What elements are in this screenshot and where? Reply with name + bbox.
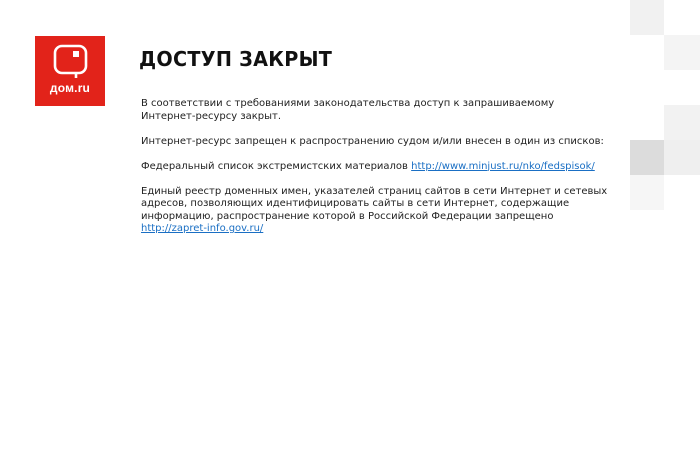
- zapret-info-link[interactable]: http://zapret-info.gov.ru/: [141, 223, 264, 234]
- page-title: ДОСТУП ЗАКРЫТ: [139, 47, 333, 71]
- extremist-list-label: Федеральный список экстремистских материалов: [141, 160, 412, 172]
- minjust-link[interactable]: http://www.minjust.ru/nko/fedspisok/: [411, 160, 595, 172]
- house-icon: [35, 36, 105, 106]
- decorative-square: [664, 105, 700, 140]
- extremist-list-item: [141, 161, 611, 174]
- decorative-square: [630, 0, 664, 35]
- dom-ru-logo: [35, 36, 105, 106]
- decorative-square: [630, 140, 664, 175]
- registry-list-item: [141, 186, 611, 236]
- decorative-square: [630, 175, 664, 210]
- decorative-square: [664, 140, 700, 175]
- decorative-square: [664, 35, 700, 70]
- logo-text: дом.ru: [49, 81, 91, 95]
- message-body: [141, 98, 611, 248]
- blocked-notice: В соответствии с требованиями законодательства доступ к запрашиваемому Интернет-ресурсу закрыт.: [141, 98, 555, 122]
- registry-list-label: Единый реестр доменных имен, указателей страниц сайтов в сети Интернет и сетевых адресов, позволяющих идентифицировать сайты в сети Интернет, содержащие информацию, распространение которой в Российской Федерации запрещено: [141, 185, 608, 222]
- reason-text: Интернет-ресурс запрещен к распространению судом и/или внесен в один из списков:: [141, 135, 604, 147]
